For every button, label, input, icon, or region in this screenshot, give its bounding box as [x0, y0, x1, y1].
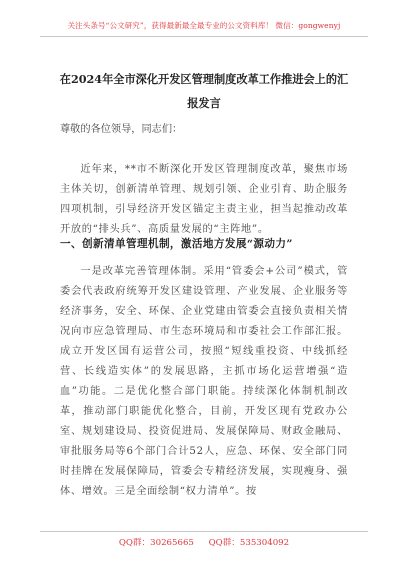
section-heading-1: 一、创新清单管理机制，激活地方发展“源动力”: [60, 238, 293, 250]
salutation: 尊敬的各位领导，同志们：: [60, 124, 183, 135]
qq-group-2: QQ群：535304092: [208, 538, 290, 548]
page-footer: [40, 531, 368, 548]
document-title: 在2024年全市深化开发区管理制度改革工作推进会上的汇报发言: [59, 72, 349, 110]
section-paragraph-1: 一是改革完善管理体制。采用“管委会+公司”模式，管委会代表政府统筹开发区建设管理、产业发展、企业服务等经济事务，安全、环保、企业党建由管委会直接负责相关情况向市应急管理局、市生态环境局和市委社会工作部汇报。成立开发区国有运营公司，按照“短线重投资、中线抓经营、长线造实体”的发展思路，主抓市场化运营增强“造血”功能。二是优化整合部门职能。持续深化体制机制改革，推动部门职能优化整合，目前，开发区现有党政办公室、规划建设局、投资促进局、发展保障局、财政金融局、审批服务局等6个部门合计52人，应急、环保、安全部门同时挂牌在发展保障局，管委会专精经济发展，实现瘦身、强体、增效。三是全面绘制“权力清单”。按: [60, 266, 348, 497]
page-header: 关注头条号“公文研究”，获得最新最全最专业的公文资料库！ 微信：gongwenyj: [40, 20, 368, 37]
intro-paragraph: 近年来，**市不断深化开发区管理制度改革，聚焦市场主体关切，创新清单管理、规划引领、企业引育、助企服务四项机制，引导经济开发区锚定主责主业，担当起推动改革开放的“排头兵”、高质量发展的“主阵地”。: [60, 164, 348, 235]
qq-group-1: QQ群：30265665: [118, 538, 194, 548]
